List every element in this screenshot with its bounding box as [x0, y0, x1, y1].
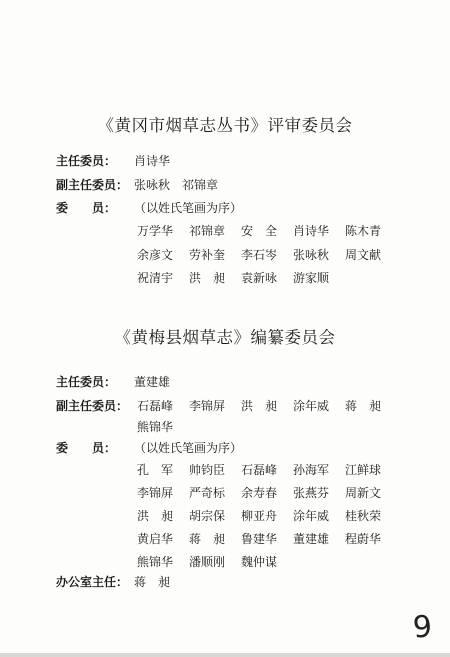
committee2-members-note: （以姓氏笔画为序）: [134, 441, 243, 455]
member-name: 董建雄: [293, 532, 330, 546]
member-name: 严奇标: [189, 486, 226, 500]
member-name: 李石岑: [241, 247, 278, 262]
member-name: 蒋 昶: [345, 399, 382, 413]
member-name: 桂秋荣: [345, 509, 382, 523]
member-name: 黄启华: [137, 532, 174, 546]
committee1-title: 《黄冈市烟草志丛书》评审委员会: [97, 116, 353, 135]
member-name: 涂年威: [293, 399, 330, 413]
member-name: 祁锦章: [189, 224, 226, 238]
member-name: 肖诗华: [293, 224, 330, 238]
member-name: 张咏秋: [293, 247, 330, 262]
committee1-vice-label: 副主任委员：: [56, 178, 129, 192]
member-name: 余彦文: [137, 247, 174, 262]
member-name: 劳补奎: [189, 247, 226, 262]
member-name: 陈木青: [345, 224, 382, 238]
committee1-chair: 肖诗华: [134, 154, 171, 168]
member-name: 胡宗保: [189, 509, 226, 523]
member-name: 万学华: [137, 224, 174, 238]
member-name: 李锦屏: [137, 486, 174, 500]
member-name: 石磊峰: [241, 463, 278, 477]
page-number: 9: [411, 609, 434, 646]
member-name: 孙海军: [293, 463, 330, 477]
member-name: 祝清宇: [137, 271, 174, 285]
member-name: 江鲜球: [345, 463, 382, 477]
member-name: 程蔚华: [345, 532, 382, 546]
member-name: 洪 昶: [189, 271, 226, 285]
member-name: 熊锦华: [137, 555, 174, 569]
member-name: 安 全: [241, 224, 278, 238]
page-bottom-edge: [0, 653, 450, 657]
committee2-vice-label: 副主任委员：: [56, 399, 129, 413]
member-name: 柳亚舟: [241, 509, 278, 523]
member-name: 潘顺刚: [189, 555, 226, 569]
member-name: 熊锦华: [137, 420, 174, 434]
committee2-chair: 董建雄: [134, 375, 171, 389]
member-name: 鲁建华: [241, 532, 278, 546]
member-name: 洪 昶: [241, 399, 278, 413]
member-name: 李锦屏: [189, 399, 226, 413]
member-name: 周文献: [345, 247, 382, 262]
member-name: 石磊峰: [137, 399, 174, 413]
member-name: 涂年威: [293, 509, 330, 523]
committee1-chair-label: 主任委员：: [56, 154, 117, 168]
member-name: 余寿春: [241, 486, 278, 500]
committee1-vice: 张咏秋 祁锦章: [134, 178, 219, 192]
member-name: 周新文: [345, 486, 382, 500]
committee1-members-label: 委 员：: [56, 201, 117, 215]
member-name: 蒋 昶: [189, 532, 226, 546]
member-name: 魏仲谋: [241, 555, 278, 569]
member-name: 洪 昶: [137, 509, 174, 523]
member-name: 游家顺: [293, 271, 330, 285]
committee2-members-label: 委 员：: [56, 441, 117, 455]
committee2-office: 蒋 昶: [134, 575, 171, 589]
committee2-office-label: 办公室主任：: [56, 575, 129, 589]
committee2-chair-label: 主任委员：: [56, 375, 117, 389]
committee2-title: 《黄梅县烟草志》编纂委员会: [114, 328, 336, 347]
member-name: 袁新咏: [241, 271, 278, 285]
member-name: 孔 军: [137, 463, 174, 477]
member-name: 张燕芬: [293, 486, 330, 500]
member-name: 帅钧臣: [189, 463, 226, 477]
committee1-members-note: （以姓氏笔画为序）: [134, 201, 243, 215]
